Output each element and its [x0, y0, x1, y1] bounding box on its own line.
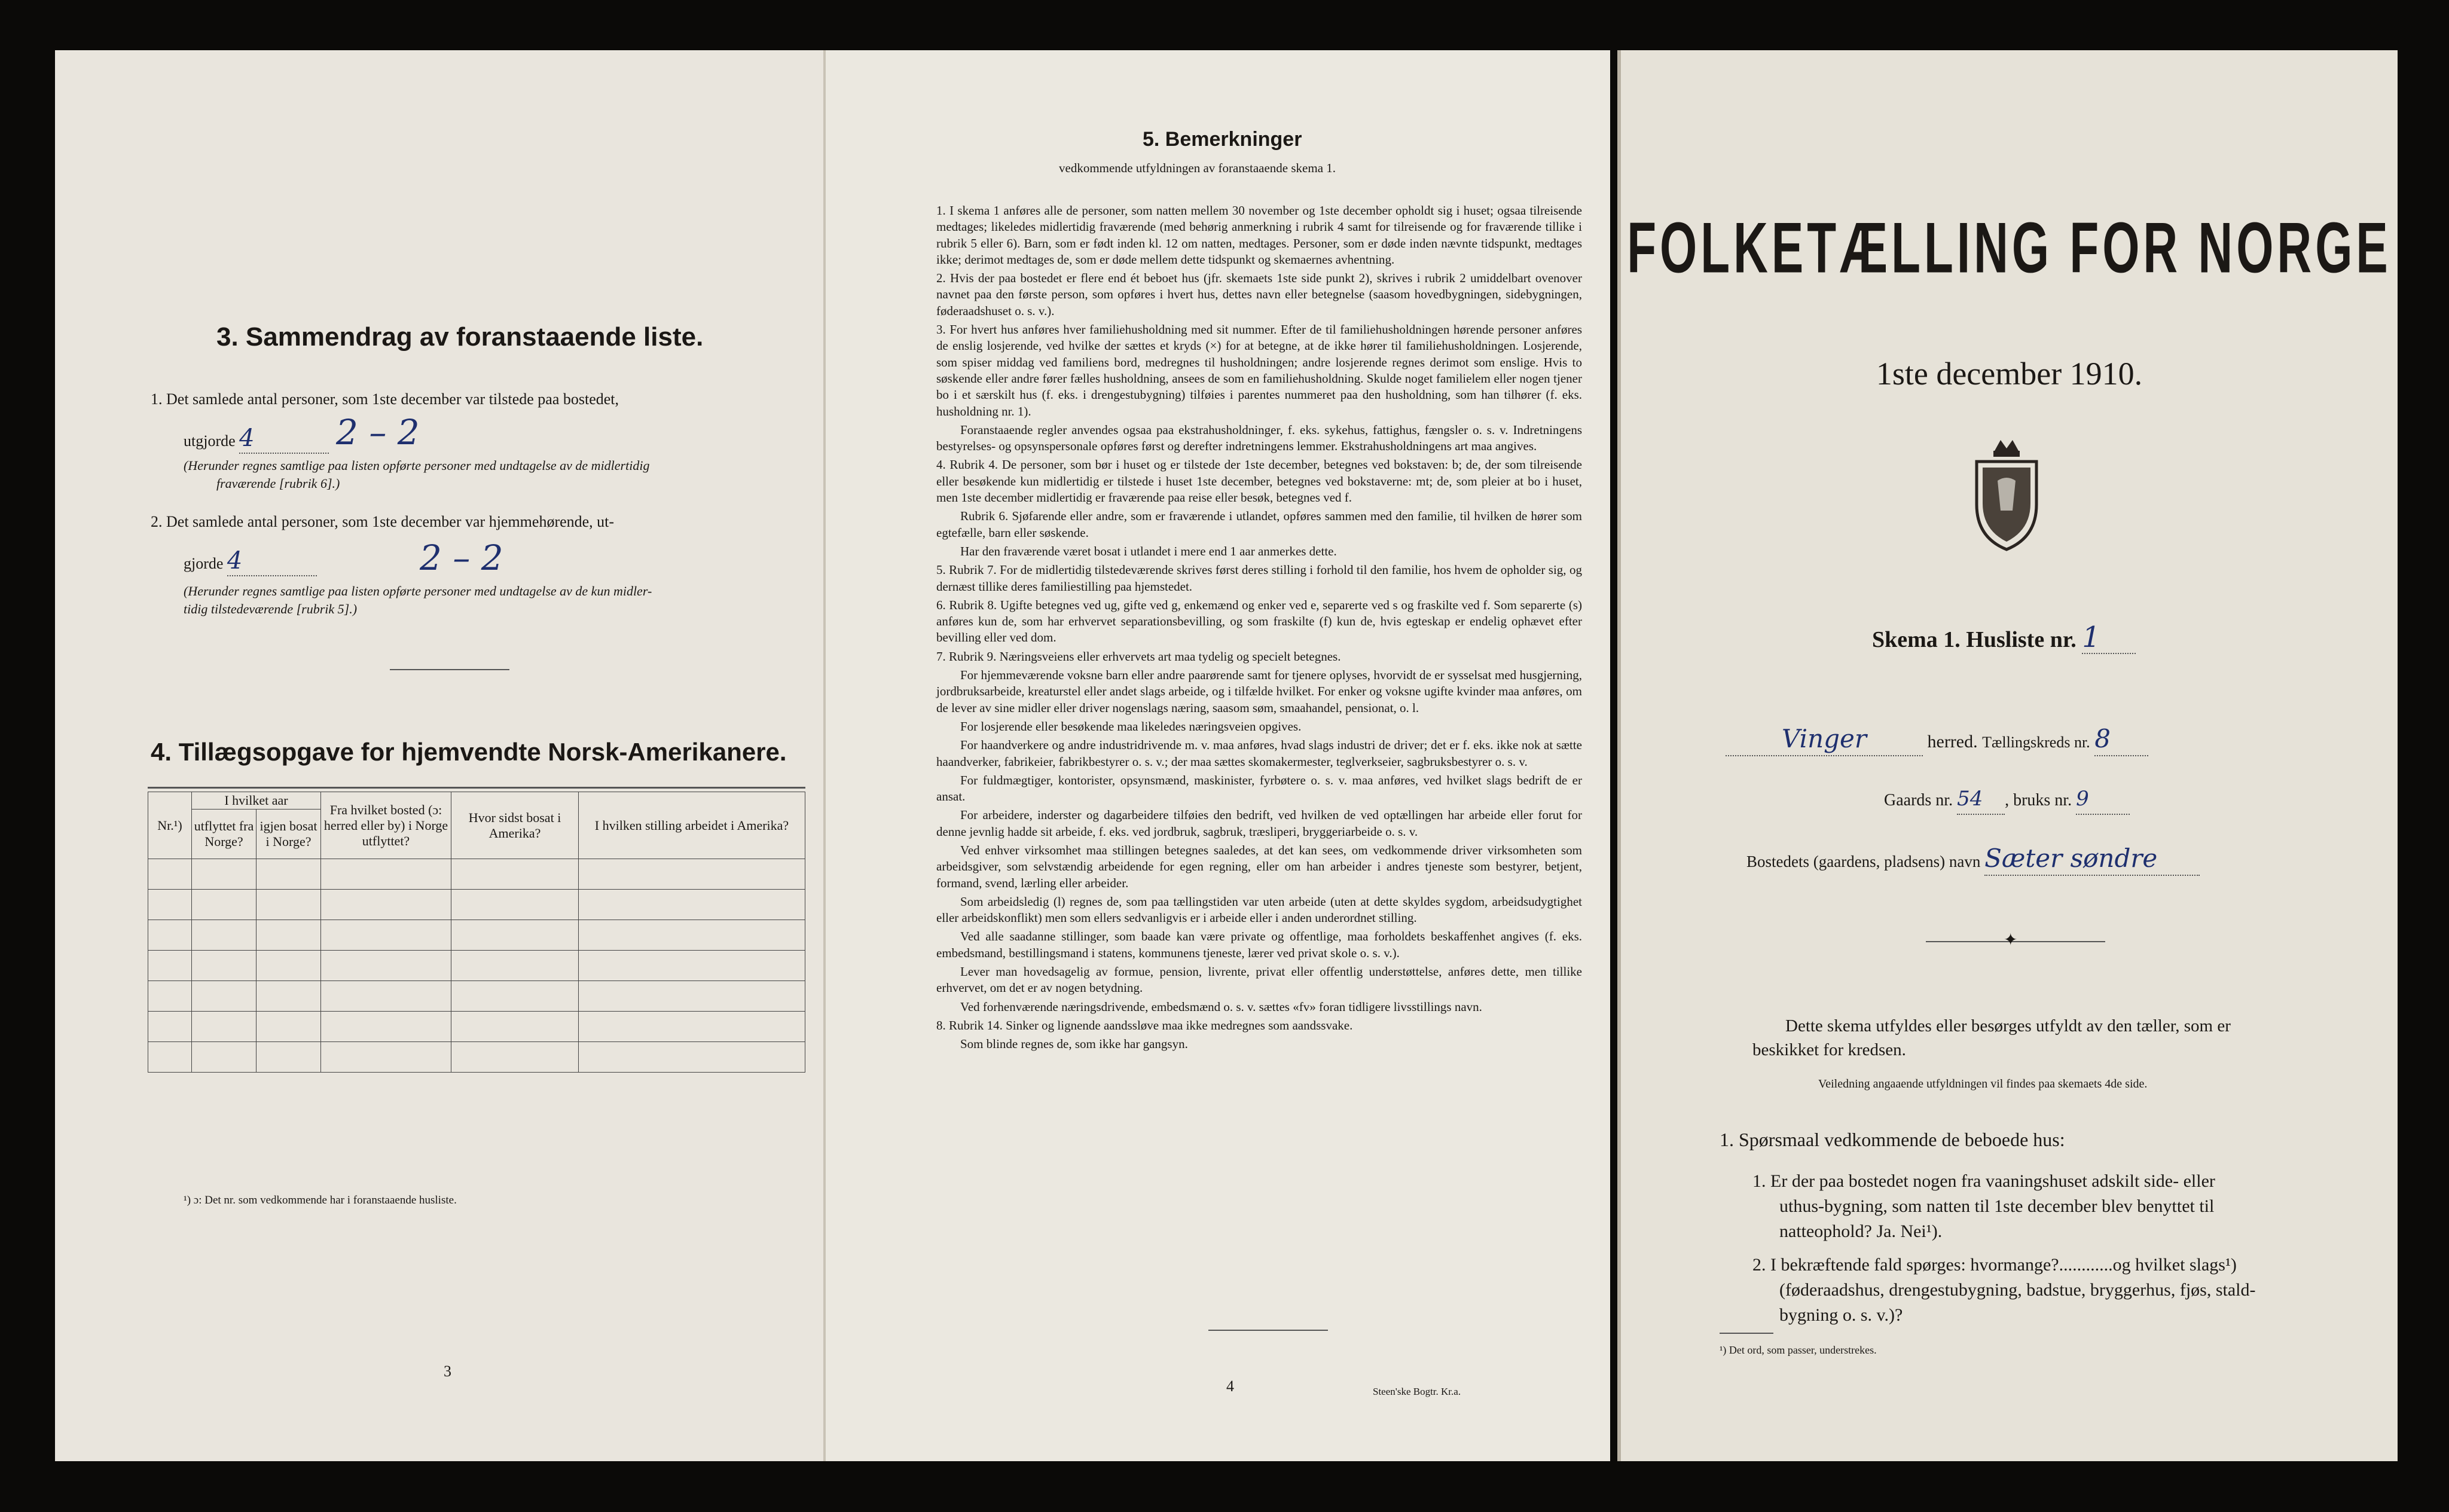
remark-6: 6. Rubrik 8. Ugifte betegnes ved ug, gifte ved g, enkemænd og enker ved e, separerte ved s og fraskilte ved f. Som separerte (s) anføres kun de, som har erhvervet separationsbevilling, og som fraskilte (f) kun de, hvis egteskap er endelig ophævet efter bevilling eller ved dom.	[936, 597, 1582, 645]
footnote: ¹) Det ord, som passer, understrekes.	[1720, 1344, 1877, 1356]
remark-7g: Ved enhver virksomhet maa stillingen betegnes saaledes, at det kan sees, om vedkommende driver virksomheten som arbeidsgiver, som selvstændig arbeidende for egen regning, eller om han arbeider i andres tjeneste som bestyrer, betjent, formand, svend, lærling eller arbeider.	[936, 842, 1582, 890]
gaards-row: Gaards nr. 54 , bruks nr. 9	[1884, 786, 2130, 815]
item-1-count: 4	[239, 424, 255, 452]
col-utflyttet: utflyttet fra Norge?	[192, 810, 256, 859]
page-3	[55, 50, 823, 1461]
footnote-rule	[1720, 1333, 1773, 1334]
remark-4: 4. Rubrik 4. De personer, som bør i huset og er tilstede der 1ste december, betegnes ved bokstaven: b; de, der som tilreisende eller besøkende kun midlertidig er tilstede i huset 1ste december, betegnes ved bokstaverne: mt; de, som pleier at bo i huset, men 1ste december midlertidig er fraværende paa reise eller besøk, betegnes ved f.	[936, 457, 1582, 505]
item-2-count: 4	[227, 547, 243, 575]
remark-7k: Ved forhenværende næringsdrivende, embedsmænd o. s. v. sættes «fv» foran tidligere livsstillings navn.	[960, 999, 1482, 1014]
page-4	[823, 50, 1610, 1461]
question-2-line-2: (føderaadshus, drengestubygning, badstue, bryggerhus, fjøs, stald-	[1779, 1280, 2256, 1300]
remark-3: 3. For hvert hus anføres hver familiehusholdning med sit nummer. Efter de til familiehusholdningen hørende personer anføres de enslig losjerende, ved hvilke der sættes et kryds (×) for at betegne, at de ikke hører til familiehusholdningen. Losjerende, som spiser middag ved familiens bord, medregnes til husholdningen; andre losjerende regnes derimot som enslige. Hvis to søskende eller andre fører fælles husholdning, ansees de som en familiehusholdning. Skulde noget familielem eller nogen tjener bo i et særskilt hus (f. eks. i drengestubygning) tilføies i parentes nummeret paa den husholdning, som han tilhører (f. eks. husholdning nr. 1).	[936, 322, 1582, 419]
question-2-line-3: bygning o. s. v.)?	[1779, 1305, 1903, 1325]
coat-of-arms-icon	[1965, 433, 2048, 552]
schema-label: Skema 1. Husliste nr. 1	[1872, 624, 2136, 654]
questions-heading: 1. Spørsmaal vedkommende de beboede hus:	[1720, 1129, 2065, 1150]
herred-row: Vinger herred. Tællingskreds nr. 8	[1726, 726, 2148, 756]
table-row	[148, 859, 805, 890]
section-3-title: 3. Sammendrag av foranstaaende liste.	[216, 322, 704, 352]
herred-value: Vinger	[1782, 724, 1867, 753]
remark-1: 1. I skema 1 anføres alle de personer, som natten mellem 30 november og 1ste december opholdt sig i huset; ogsaa tilreisende medtages; likeledes midlertidig fraværende (med behørig anmerkning i rubrik 4 samt for tilreisende og for fraværende tillike i rubrik 5 eller 6). Barn, som er født inden kl. 12 om natten, medtages. Personer, som er døde inden nævnte tidspunkt, medtages ikke; derimot medtages de, som er døde mellem dette tidspunkt og skemaernes avhentning.	[936, 203, 1582, 267]
item-1-handwritten: 2 – 2	[336, 412, 420, 453]
summary-item-2-label	[184, 549, 317, 576]
intro-line-1: Dette skema utfyldes eller besørges utfyldt av den tæller, som er	[1785, 1016, 2231, 1036]
page-1-cover	[1617, 50, 2398, 1461]
remark-4b: Rubrik 6. Sjøfarende eller andre, som er fraværende i utlandet, opføres sammen med den familie, til hvilken de hører som egtefælle, barn eller søskende.	[936, 509, 1582, 540]
remarks-title: 5. Bemerkninger	[1143, 128, 1302, 151]
page-number: 4	[1226, 1377, 1234, 1395]
remark-7j: Lever man hovedsagelig av formue, pension, livrente, privat eller offentlig understøttelse, anføres dette, men tillike erhvervet, om det er av nogen betydning.	[936, 964, 1582, 995]
remark-7e: For fuldmægtiger, kontorister, opsynsmænd, maskinister, fyrbøtere o. s. v. maa anføres, ved hvilket slags bedrift de er ansat.	[936, 772, 1582, 804]
remark-8b: Som blinde regnes de, som ikke har gangsyn.	[960, 1037, 1188, 1052]
remark-5: 5. Rubrik 7. For de midlertidig tilstedeværende skrives først deres stilling i forhold til den familie, hos hvem de opholder sig, og dernæst tillike deres familiestilling paa hjemstedet.	[936, 563, 1582, 594]
item-2-note-2: tidig tilstedeværende [rubrik 5].)	[184, 601, 358, 616]
census-title: FOLKETÆLLING FOR NORGE	[1627, 207, 2392, 288]
remark-7h: Som arbeidsledig (l) regnes de, som paa tællingstiden var uten arbeide (uten at dette skyldes sygdom, arbeidsudygtighet eller arbeidskonflikt) men som ellers sedvanligvis er i arbeide eller i anden underordnet stilling.	[936, 894, 1582, 925]
item-2-handwritten: 2 – 2	[420, 537, 503, 578]
table-row	[148, 890, 805, 920]
col-hvilket-aar: I hvilket aar	[192, 792, 321, 810]
divider	[390, 669, 509, 670]
remark-2: 2. Hvis der paa bostedet er flere end ét beboet hus (jfr. skemaets 1ste side punkt 2), skrives i rubrik 2 umiddelbart ovenover navnet paa den første person, som opføres i hvert hus, dettes navn eller betegnelse (saasom hovedbygningen, sidebygningen, føderaadshuset o. s. v.).	[936, 271, 1582, 318]
question-2-line-1: 2. I bekræftende fald spørges: hvormange?............og hvilket slags¹)	[1752, 1255, 2237, 1275]
bruks-value: 9	[2076, 787, 2089, 811]
utgjorde-label: utgjorde	[184, 432, 236, 450]
table-row	[148, 981, 805, 1012]
col-stilling-amerika: I hvilken stilling arbeidet i Amerika?	[579, 792, 805, 859]
item-2-note-1: (Herunder regnes samtlige paa listen opførte personer med undtagelse av de kun midler-	[184, 584, 652, 598]
norsk-amerikanere-table	[148, 792, 805, 1073]
remark-7i: Ved alle saadanne stillinger, som baade kan være private og offentlige, maa forholdets beskaffenhet angives (f. eks. embedsmand, bestillingsmand i statens, kommunens tjeneste, lærer ved privat skole o. s. v.).	[936, 929, 1582, 960]
intro-note: Veiledning angaaende utfyldningen vil findes paa skemaets 4de side.	[1818, 1077, 2148, 1091]
item-1-note-2: fraværende [rubrik 6].)	[216, 476, 340, 491]
summary-item-1: 1. Det samlede antal personer, som 1ste december var tilstede paa bostedet,	[151, 390, 619, 408]
remark-3b: Foranstaaende regler anvendes ogsaa paa ekstrahusholdninger, f. eks. sykehus, fattighus, fængsler o. s. v. Indretningens bestyrelses- og opsynspersonale opføres først og derefter indretningens lemmer. Ekstrahusholdningens art maa angives.	[936, 422, 1582, 454]
divider	[1208, 1330, 1328, 1331]
summary-item-1-label	[184, 424, 329, 454]
bosted-value: Sæter søndre	[1984, 844, 2158, 873]
remarks-subtitle: vedkommende utfyldningen av foranstaaende skema 1.	[1059, 161, 1336, 175]
remark-4c: Har den fraværende været bosat i utlandet i mere end 1 aar anmerkes dette.	[960, 543, 1337, 558]
col-bosat-amerika: Hvor sidst bosat i Amerika?	[451, 792, 579, 859]
col-igjen-bosat: igjen bosat i Norge?	[256, 810, 321, 859]
remark-7c: For losjerende eller besøkende maa likeledes næringsveien opgives.	[960, 719, 1302, 734]
bosted-row: Bostedets (gaardens, pladsens) navn Sæter søndre	[1746, 845, 2200, 876]
col-nr: Nr.¹)	[148, 792, 192, 859]
question-1-line-2: uthus-bygning, som natten til 1ste december blev benyttet til	[1779, 1196, 2215, 1216]
question-1-line-3: natteophold? Ja. Nei¹).	[1779, 1221, 1943, 1241]
husliste-nr: 1	[2082, 621, 2100, 654]
gjorde-label: gjorde	[184, 555, 224, 572]
table-row	[148, 951, 805, 981]
remark-7b: For hjemmeværende voksne barn eller andre paarørende samt for tjenere oplyses, hvorvidt de er sysselsat med husgjerning, jordbruksarbeide, kreaturstel eller andet slags arbeide, og i tilfælde hvilket. For enker og voksne ugifte kvinder maa anføres, om de lever av sine midler eller driver nogenslags næring, saasom søm, smaahandel, pensionat, o. l.	[936, 668, 1582, 715]
table-row	[148, 1012, 805, 1042]
col-bosted-norge: Fra hvilket bosted (ɔ: herred eller by) i Norge utflyttet?	[321, 792, 451, 859]
page-number: 3	[444, 1363, 451, 1380]
gaards-value: 54	[1957, 787, 1983, 811]
table-footnote: ¹) ɔ: Det nr. som vedkommende har i foranstaaende husliste.	[184, 1194, 457, 1206]
table-row	[148, 920, 805, 951]
item-1-note-1: (Herunder regnes samtlige paa listen opførte personer med undtagelse av de midlertidig	[184, 458, 650, 473]
printer-credit: Steen'ske Bogtr. Kr.a.	[1373, 1386, 1461, 1397]
table-row	[148, 1042, 805, 1073]
question-1-line-1: 1. Er der paa bostedet nogen fra vaaningshuset adskilt side- eller	[1752, 1171, 2215, 1191]
summary-item-2: 2. Det samlede antal personer, som 1ste december var hjemmehørende, ut-	[151, 513, 615, 530]
table-top-rule	[148, 787, 805, 789]
census-date: 1ste december 1910.	[1876, 356, 2143, 392]
remark-7d: For haandverkere og andre industridrivende m. v. maa anføres, hvad slags industri de driver; det er f. eks. ikke nok at sætte haandverker, fabrikeier, fabrikbestyrer o. s. v.; der maa sættes skomakermester, teglverkseier, sagbruksbestyrer o. s. v.	[936, 738, 1582, 769]
remark-7f: For arbeidere, inderster og dagarbeidere tilføies den bedrift, ved hvilken de ved optællingen har arbeide eller forut for denne jevnlig hadde sit arbeide, f. eks. ved jordbruk, sagbruk, træsliperi, bryggeriarbeide o. s. v.	[936, 808, 1582, 839]
remark-7: 7. Rubrik 9. Næringsveiens eller erhvervets art maa tydelig og specielt betegnes.	[936, 649, 1341, 664]
remark-8: 8. Rubrik 14. Sinker og lignende aandssløve maa ikke medregnes som aandssvake.	[936, 1018, 1353, 1033]
intro-line-2: beskikket for kredsen.	[1752, 1040, 1906, 1059]
krets-value: 8	[2094, 724, 2111, 753]
ornament-icon: ✦	[2004, 931, 2018, 949]
remarks-body	[936, 203, 1582, 1055]
section-4-title: 4. Tillægsopgave for hjemvendte Norsk-Amerikanere.	[151, 738, 787, 766]
